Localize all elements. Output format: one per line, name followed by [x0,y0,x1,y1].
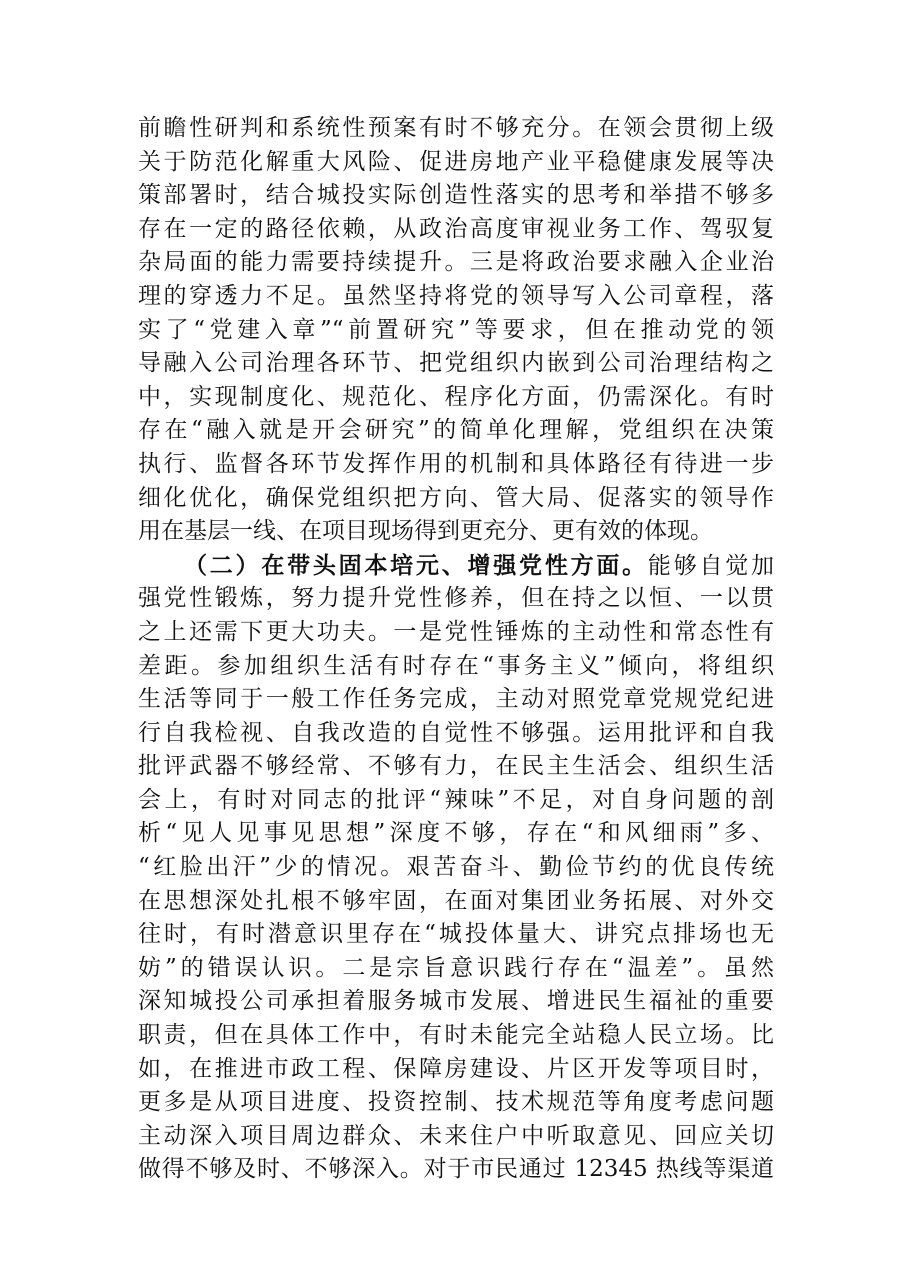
text-line: 前瞻性研判和系统性预案有时不够充分。在领会贯彻上级 [138,115,774,141]
text-line: 在思想深处扎根不够牢固，在面对集团业务拓展、对外交 [138,887,774,914]
text-line: 策部署时，结合城投实际创造性落实的思考和举措不够多 [138,182,774,209]
text-line: 关于防范化解重大风险、促进房地产业平稳健康发展等决 [138,148,774,175]
text-line: 细化优化，确保党组织把方向、管大局、促落实的领导作 [138,484,774,511]
section-heading-line [138,549,774,583]
paragraph-1 [138,112,774,549]
text-line: 实了“党建入章”“前置研究”等要求，但在推动党的领 [138,316,774,343]
document-page [138,112,774,1187]
text-line: 主动深入项目周边群众、未来住户中听取意见、回应关切 [138,1122,774,1149]
text-line: 深知城投公司承担着服务城市发展、增进民生福祉的重要 [138,988,774,1015]
text-line: 执行、监督各环节发挥作用的机制和具体路径有待进一步 [138,450,774,477]
text-line: “红脸出汗”少的情况。艰苦奋斗、勤俭节约的优良传统 [138,854,774,881]
text-line: 理的穿透力不足。虽然坚持将党的领导写入公司章程，落 [138,282,774,309]
text-line: 行自我检视、自我改造的自觉性不够强。运用批评和自我 [138,719,774,746]
text-line: 杂局面的能力需要持续提升。三是将政治要求融入企业治 [138,249,774,276]
text-line: 强党性锻炼，努力提升党性修养，但在持之以恒、一以贯 [138,585,774,612]
text-line: 导融入公司治理各环节、把党组织内嵌到公司治理结构之 [138,350,774,377]
text-line: 析“见人见事见思想”深度不够，存在“和风细雨”多、 [138,820,774,847]
text-line: 用在基层一线、在项目现场得到更充分、更有效的体现。 [138,518,713,545]
text-line: 之上还需下更大功夫。一是党性锤炼的主动性和常态性有 [138,618,774,645]
text-line: 会上，有时对同志的批评“辣味”不足，对自身问题的剖 [138,786,774,813]
text-line: 如，在推进市政工程、保障房建设、片区开发等项目时， [138,1055,774,1082]
paragraph-2 [138,549,774,1187]
text-line: 做得不够及时、不够深入。对于市民通过 12345 热线等渠道 [138,1156,774,1183]
text-line: 存在“融入就是开会研究”的简单化理解，党组织在决策 [138,417,774,444]
text-line: 更多是从项目进度、投资控制、技术规范等角度考虑问题 [138,1089,774,1116]
text-line: 妨”的错误认识。二是宗旨意识践行存在“温差”。虽然 [138,954,774,981]
heading-line-text: 能够自觉加 [647,552,774,579]
text-line: 职责，但在具体工作中，有时未能完全站稳人民立场。比 [138,1022,774,1049]
section-heading: （二）在带头固本培元、增强党性方面。 [184,551,648,579]
text-line: 往时，有时潜意识里存在“城投体量大、讲究点排场也无 [138,921,774,948]
text-line: 批评武器不够经常、不够有力，在民主生活会、组织生活 [138,753,774,780]
text-line: 存在一定的路径依赖，从政治高度审视业务工作、驾驭复 [138,215,774,242]
text-line: 差距。参加组织生活有时存在“事务主义”倾向，将组织 [138,652,774,679]
text-line: 生活等同于一般工作任务完成，主动对照党章党规党纪进 [138,686,774,713]
text-line: 中，实现制度化、规范化、程序化方面，仍需深化。有时 [138,383,774,410]
